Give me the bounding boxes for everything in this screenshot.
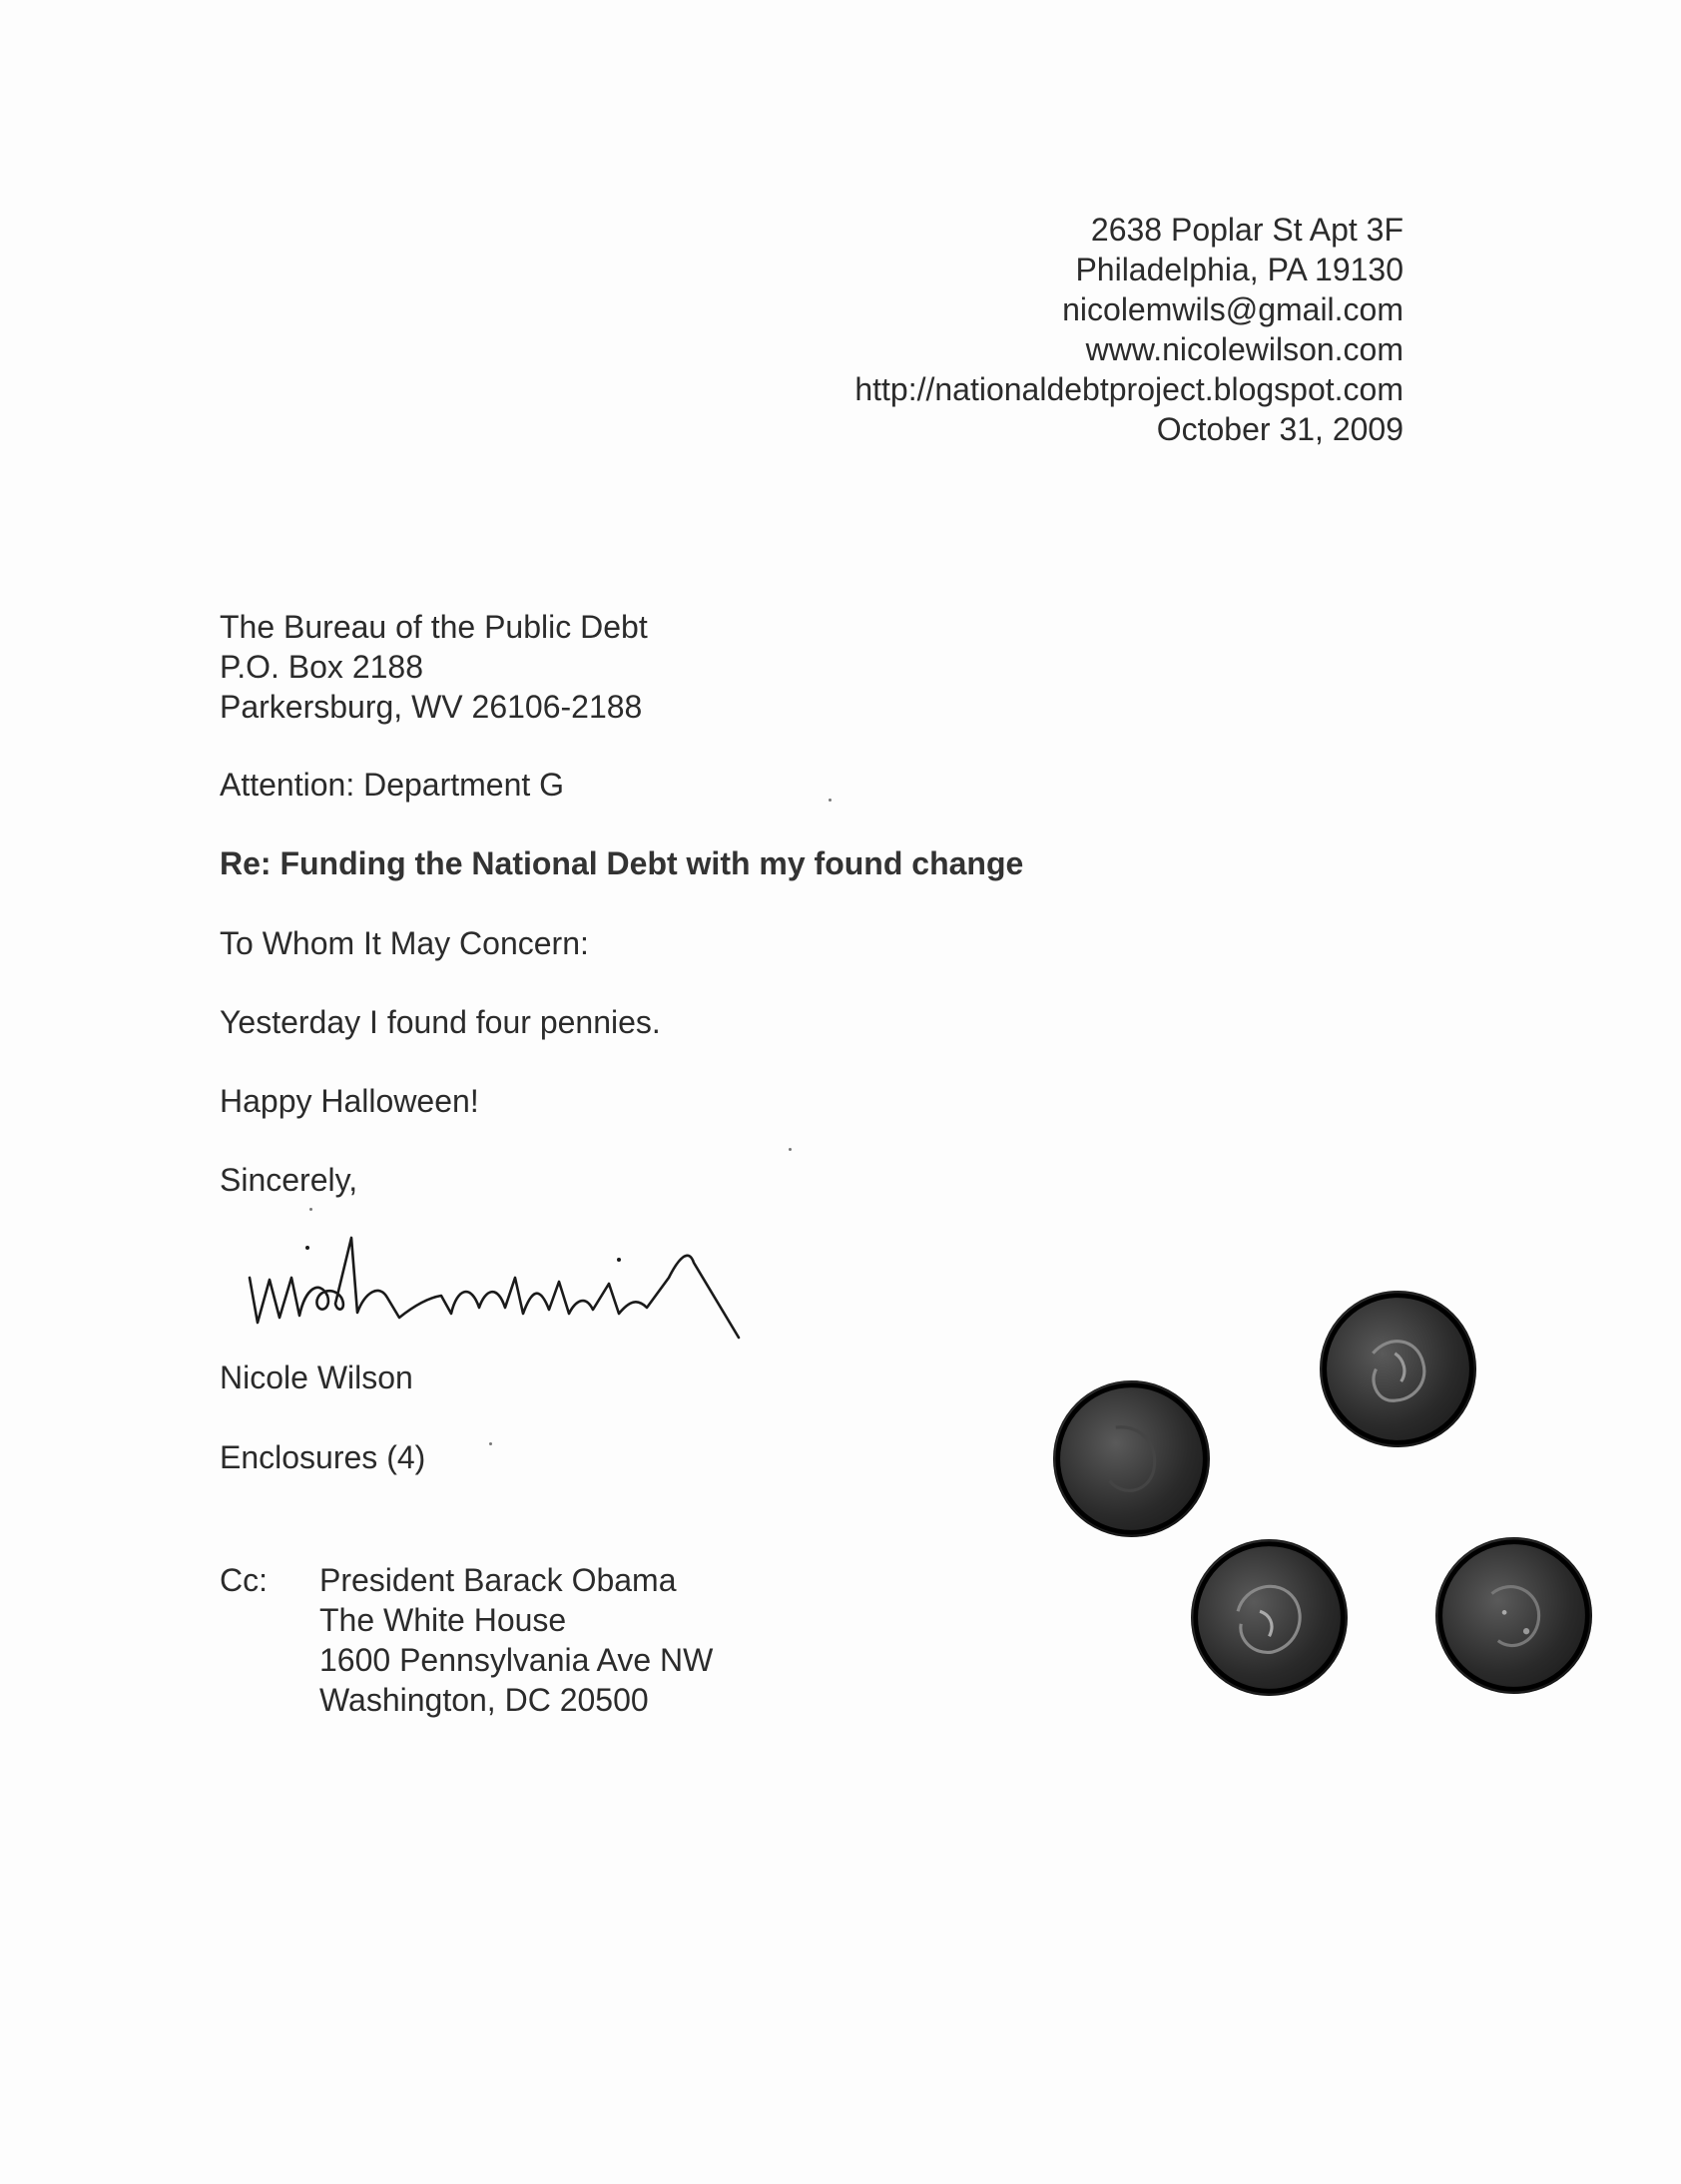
sender-email: nicolemwils@gmail.com — [1062, 291, 1403, 327]
scan-speck — [309, 1208, 312, 1211]
body-paragraph-2: Happy Halloween! — [220, 1083, 479, 1119]
cc-label: Cc: — [220, 1562, 268, 1598]
scan-speck — [829, 799, 832, 802]
sender-address-block — [854, 210, 1403, 449]
cc-line: The White House — [319, 1602, 567, 1638]
recipient-po-box: P.O. Box 2188 — [220, 649, 423, 685]
cc-line: 1600 Pennsylvania Ave NW — [319, 1642, 714, 1678]
penny-icon — [1053, 1380, 1210, 1537]
closing: Sincerely, — [220, 1162, 358, 1198]
penny-icon — [1191, 1539, 1348, 1696]
subject-line: Re: Funding the National Debt with my found change — [220, 845, 1024, 881]
salutation: To Whom It May Concern: — [220, 925, 589, 961]
body-paragraph-1: Yesterday I found four pennies. — [220, 1004, 661, 1040]
penny-icon — [1435, 1537, 1592, 1694]
recipient-city: Parkersburg, WV 26106-2188 — [220, 689, 643, 725]
signer-name: Nicole Wilson — [220, 1360, 413, 1395]
enclosures-note: Enclosures (4) — [220, 1439, 426, 1475]
handwritten-signature — [240, 1218, 799, 1348]
recipient-address-block — [220, 607, 648, 727]
penny-icon — [1320, 1291, 1476, 1447]
recipient-name: The Bureau of the Public Debt — [220, 609, 648, 645]
scan-speck — [489, 1442, 492, 1445]
scan-speck — [789, 1148, 792, 1151]
sender-street: 2638 Poplar St Apt 3F — [1090, 212, 1403, 248]
cc-address-block — [319, 1560, 713, 1720]
sender-blog: http://nationaldebtproject.blogspot.com — [854, 371, 1403, 407]
cc-line: President Barack Obama — [319, 1562, 677, 1598]
cc-line: Washington, DC 20500 — [319, 1682, 649, 1718]
sender-website: www.nicolewilson.com — [1085, 331, 1403, 367]
attention-line: Attention: Department G — [220, 767, 565, 803]
letter-date: October 31, 2009 — [1156, 411, 1403, 447]
sender-city: Philadelphia, PA 19130 — [1075, 252, 1403, 287]
